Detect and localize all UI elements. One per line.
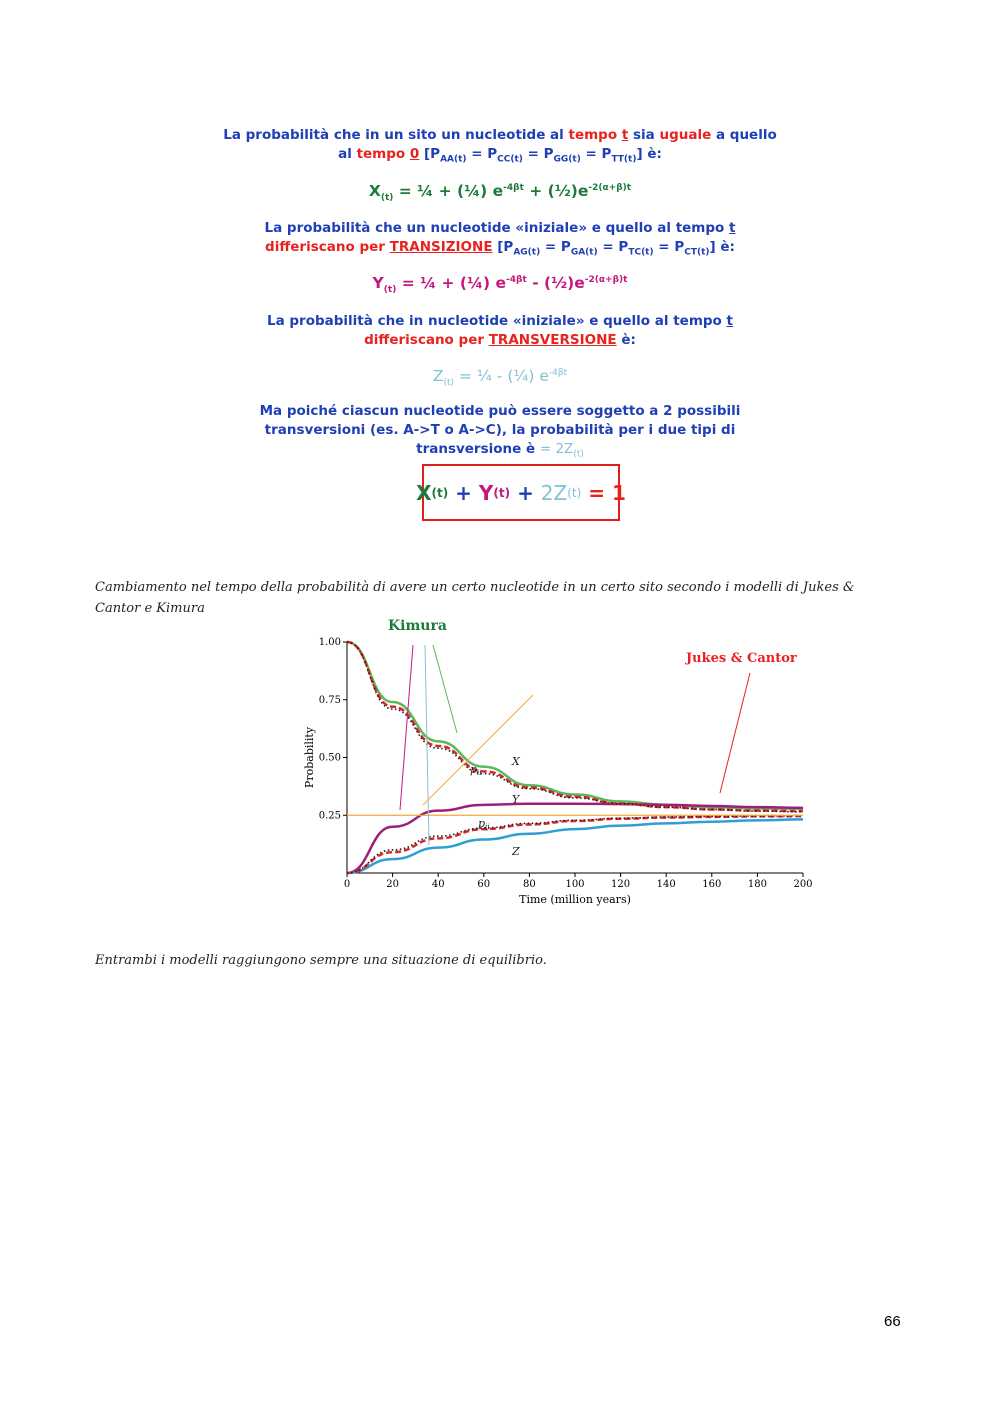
subscript: (t) xyxy=(573,449,584,460)
text: = P xyxy=(580,146,612,162)
symbol-x: X xyxy=(368,182,381,200)
text: ] è: xyxy=(709,239,735,255)
superscript: -4βt xyxy=(548,367,568,378)
x-tick-label: 80 xyxy=(523,879,536,890)
y-tick-label: 0.25 xyxy=(318,810,341,822)
formula-x xyxy=(0,182,1000,203)
text: sia xyxy=(633,127,655,143)
series-kimura-x xyxy=(347,642,803,809)
text: = P xyxy=(540,239,571,255)
y-axis-label: Probability xyxy=(303,726,316,789)
text: La probabilità che in nucleotide «iniziale» e quello al tempo xyxy=(266,313,722,329)
series-jc-x xyxy=(347,642,803,811)
symbol-z: Z xyxy=(432,367,444,385)
equals-one: = 1 xyxy=(581,480,626,505)
x-tick-label: 100 xyxy=(565,879,585,890)
series-kimura-y xyxy=(347,804,803,873)
x-tick-label: 120 xyxy=(611,879,631,890)
text-red: tempo xyxy=(356,146,406,162)
text: = 2Z xyxy=(539,441,574,457)
text: transversione è xyxy=(416,441,536,457)
subscript: CT(t) xyxy=(684,247,710,258)
text: = ¼ - (¼) e xyxy=(454,367,549,385)
symbol-y: Y xyxy=(478,480,494,505)
superscript: -4βt xyxy=(506,274,527,285)
text-red: tempo xyxy=(568,127,618,143)
text-red-underline: TRANSIZIONE xyxy=(389,239,493,255)
series-jc-ij xyxy=(347,816,803,873)
subscript: (t) xyxy=(380,193,394,204)
text: = ¼ + (¼) e xyxy=(396,274,507,292)
arrow-equilibrium xyxy=(423,695,533,805)
x-axis-label: Time (million years) xyxy=(519,893,631,906)
subscript: (t) xyxy=(431,485,449,500)
x-tick-label: 60 xyxy=(477,879,491,890)
text: [P xyxy=(424,146,441,162)
text: La probabilità che un nucleotide «iniziale» e quello al tempo xyxy=(264,220,725,236)
subscript: GA(t) xyxy=(570,247,598,258)
text: transversioni (es. A->T o A->C), la probabilità per i due tipi di xyxy=(264,422,736,438)
chart-series xyxy=(347,642,803,873)
pij-label: pij xyxy=(478,817,490,831)
text: = P xyxy=(522,146,554,162)
text: La probabilità che in un sito un nucleotide al xyxy=(223,127,564,143)
y-curve-label: Y xyxy=(512,793,520,806)
kimura-label: Kimura xyxy=(388,618,447,634)
x-tick-label: 20 xyxy=(386,879,399,890)
page-number: 66 xyxy=(884,1313,901,1330)
x-tick-label: 140 xyxy=(656,879,676,890)
x-tick-label: 180 xyxy=(747,879,767,890)
pii-label: pii xyxy=(470,763,482,777)
text: - (½)e xyxy=(526,274,585,292)
caption-top: Cambiamento nel tempo della probabilità di avere un certo nucleotide in un certo sito secondo i modelli di Jukes & Cantor e Kimura xyxy=(95,580,855,616)
subscript: AA(t) xyxy=(440,154,467,165)
subscript: GG(t) xyxy=(553,154,581,165)
paragraph-two-transversions xyxy=(0,402,1000,465)
text: è: xyxy=(621,332,636,348)
subscript: AG(t) xyxy=(513,247,541,258)
text: a quello xyxy=(715,127,777,143)
text-red: differiscano per xyxy=(265,239,385,255)
y-tick-label: 0.75 xyxy=(318,694,341,706)
text: = P xyxy=(597,239,629,255)
superscript: -2(α+β)t xyxy=(588,182,632,193)
x-curve-label: X xyxy=(512,755,520,768)
paragraph-transition xyxy=(0,219,1000,263)
y-tick-label: 1.00 xyxy=(318,637,341,648)
text: [P xyxy=(497,239,514,255)
symbol-x: X xyxy=(416,480,432,505)
text-red-underline: 0 xyxy=(409,146,420,162)
plus-sign: + xyxy=(510,480,541,505)
series-dotted-x xyxy=(347,642,803,812)
formula-z xyxy=(0,367,1000,388)
x-tick-label: 200 xyxy=(793,879,813,890)
paragraph-transversion xyxy=(0,312,1000,350)
arrow-kimura-x xyxy=(433,645,457,733)
arrow-kimura-y xyxy=(400,645,413,810)
paragraph-identity xyxy=(0,126,1000,170)
text: al xyxy=(338,146,352,162)
plus-sign: + xyxy=(448,480,479,505)
symbol-2z: 2Z xyxy=(540,480,568,505)
text: = P xyxy=(653,239,685,255)
formula-y xyxy=(0,274,1000,295)
text-red: uguale xyxy=(659,127,712,143)
arrow-jukes-cantor xyxy=(720,673,750,793)
subscript: (t) xyxy=(493,485,511,500)
jukes-cantor-label: Jukes & Cantor xyxy=(686,651,797,666)
final-equation-box xyxy=(416,464,626,521)
text-underline: t xyxy=(729,220,736,236)
text-red-underline: t xyxy=(621,127,629,143)
text-red-underline: TRANSVERSIONE xyxy=(488,332,617,348)
caption-bottom: Entrambi i modelli raggiungono sempre una situazione di equilibrio. xyxy=(95,953,547,968)
text-underline: t xyxy=(726,313,733,329)
x-tick-label: 0 xyxy=(343,879,351,890)
text: = P xyxy=(466,146,498,162)
subscript: (t) xyxy=(443,378,455,389)
text: ] è: xyxy=(636,146,662,162)
subscript: TT(t) xyxy=(611,154,637,165)
text: Ma poiché ciascun nucleotide può essere soggetto a 2 possibili xyxy=(259,403,741,419)
text: = ¼ + (¼) e xyxy=(393,182,504,200)
superscript: -4βt xyxy=(503,182,524,193)
symbol-y: Y xyxy=(372,274,384,292)
y-tick-label: 0.50 xyxy=(318,752,341,764)
subscript: (t) xyxy=(567,485,582,500)
text: + (½)e xyxy=(523,182,589,200)
subscript: (t) xyxy=(383,285,397,296)
subscript: TC(t) xyxy=(628,247,654,258)
subscript: CC(t) xyxy=(497,154,523,165)
x-tick-label: 160 xyxy=(702,879,722,890)
z-curve-label: Z xyxy=(512,845,520,858)
probability-chart xyxy=(295,615,825,910)
text-red: differiscano per xyxy=(364,332,485,348)
x-tick-label: 40 xyxy=(431,879,445,890)
superscript: -2(α+β)t xyxy=(584,274,628,285)
chart-axes xyxy=(303,637,813,906)
